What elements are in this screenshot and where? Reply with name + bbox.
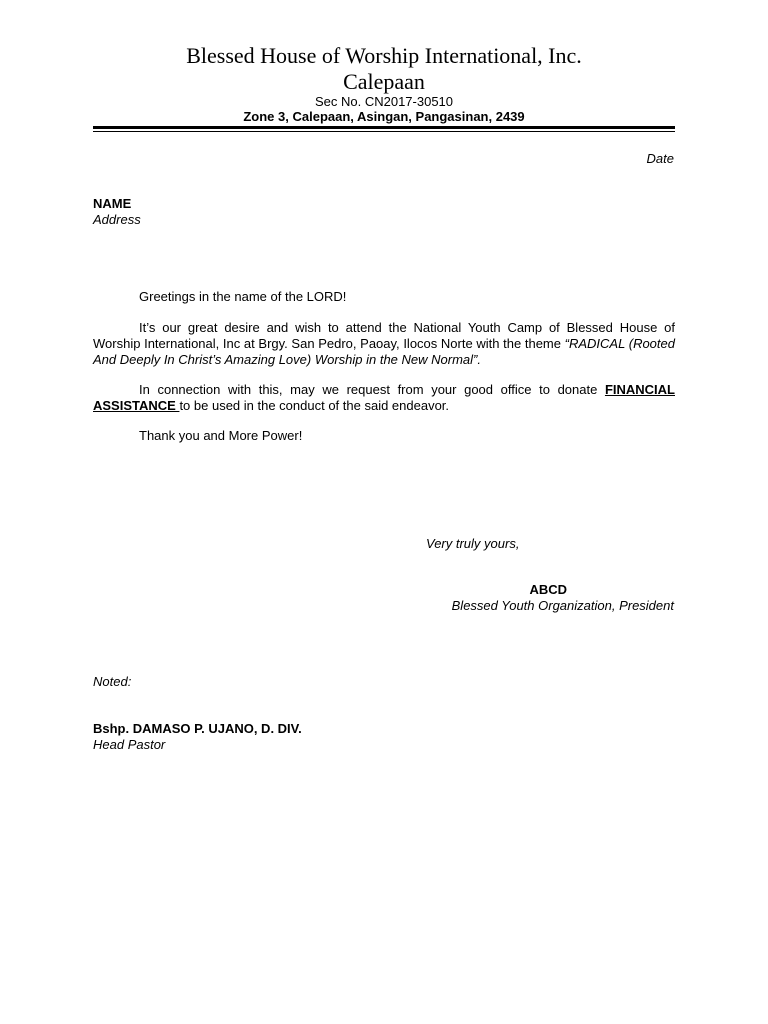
recipient-name: NAME	[93, 196, 132, 211]
date-label: Date	[646, 151, 674, 166]
pastor-name: Bshp. DAMASO P. UJANO, D. DIV.	[93, 721, 302, 736]
recipient-address: Address	[93, 212, 141, 227]
sec-number: Sec No. CN2017-30510	[314, 94, 454, 109]
theme-text: “RADICAL (Rooted And Deeply In Christ’s Amazing Love) Worship in the New Normal”.	[93, 336, 675, 367]
organization-name: Blessed House of Worship International, Inc.	[186, 43, 582, 68]
pastor-title: Head Pastor	[93, 737, 166, 752]
connection-text: In connection with this, may we request from your good office to donate	[139, 382, 605, 397]
desire-paragraph	[93, 320, 675, 368]
thanks-paragraph	[93, 428, 675, 444]
connection-paragraph	[93, 382, 675, 414]
header-divider-thin	[93, 131, 675, 132]
header-divider-thick	[93, 126, 675, 129]
closing-salutation: Very truly yours,	[426, 536, 520, 551]
desire-text: It’s our great desire and wish to attend the National Youth Camp of Blessed House of Worship International, Inc at Brgy. San Pedro, Paoay, Ilocos Norte with the theme	[93, 320, 675, 351]
thanks-text: Thank you and More Power!	[139, 428, 303, 443]
noted-label: Noted:	[93, 674, 132, 689]
signer-name: ABCD	[529, 582, 567, 597]
signer-title: Blessed Youth Organization, President	[451, 598, 674, 613]
connection-text-end: to be used in the conduct of the said endeavor.	[179, 398, 450, 413]
greeting-text: Greetings in the name of the LORD!	[139, 289, 347, 304]
organization-address: Zone 3, Calepaan, Asingan, Pangasinan, 2439	[243, 109, 525, 124]
financial-assistance-emphasis: FINANCIAL ASSISTANCE	[93, 382, 675, 413]
greeting-paragraph	[93, 289, 675, 305]
organization-city: Calepaan	[343, 69, 425, 94]
